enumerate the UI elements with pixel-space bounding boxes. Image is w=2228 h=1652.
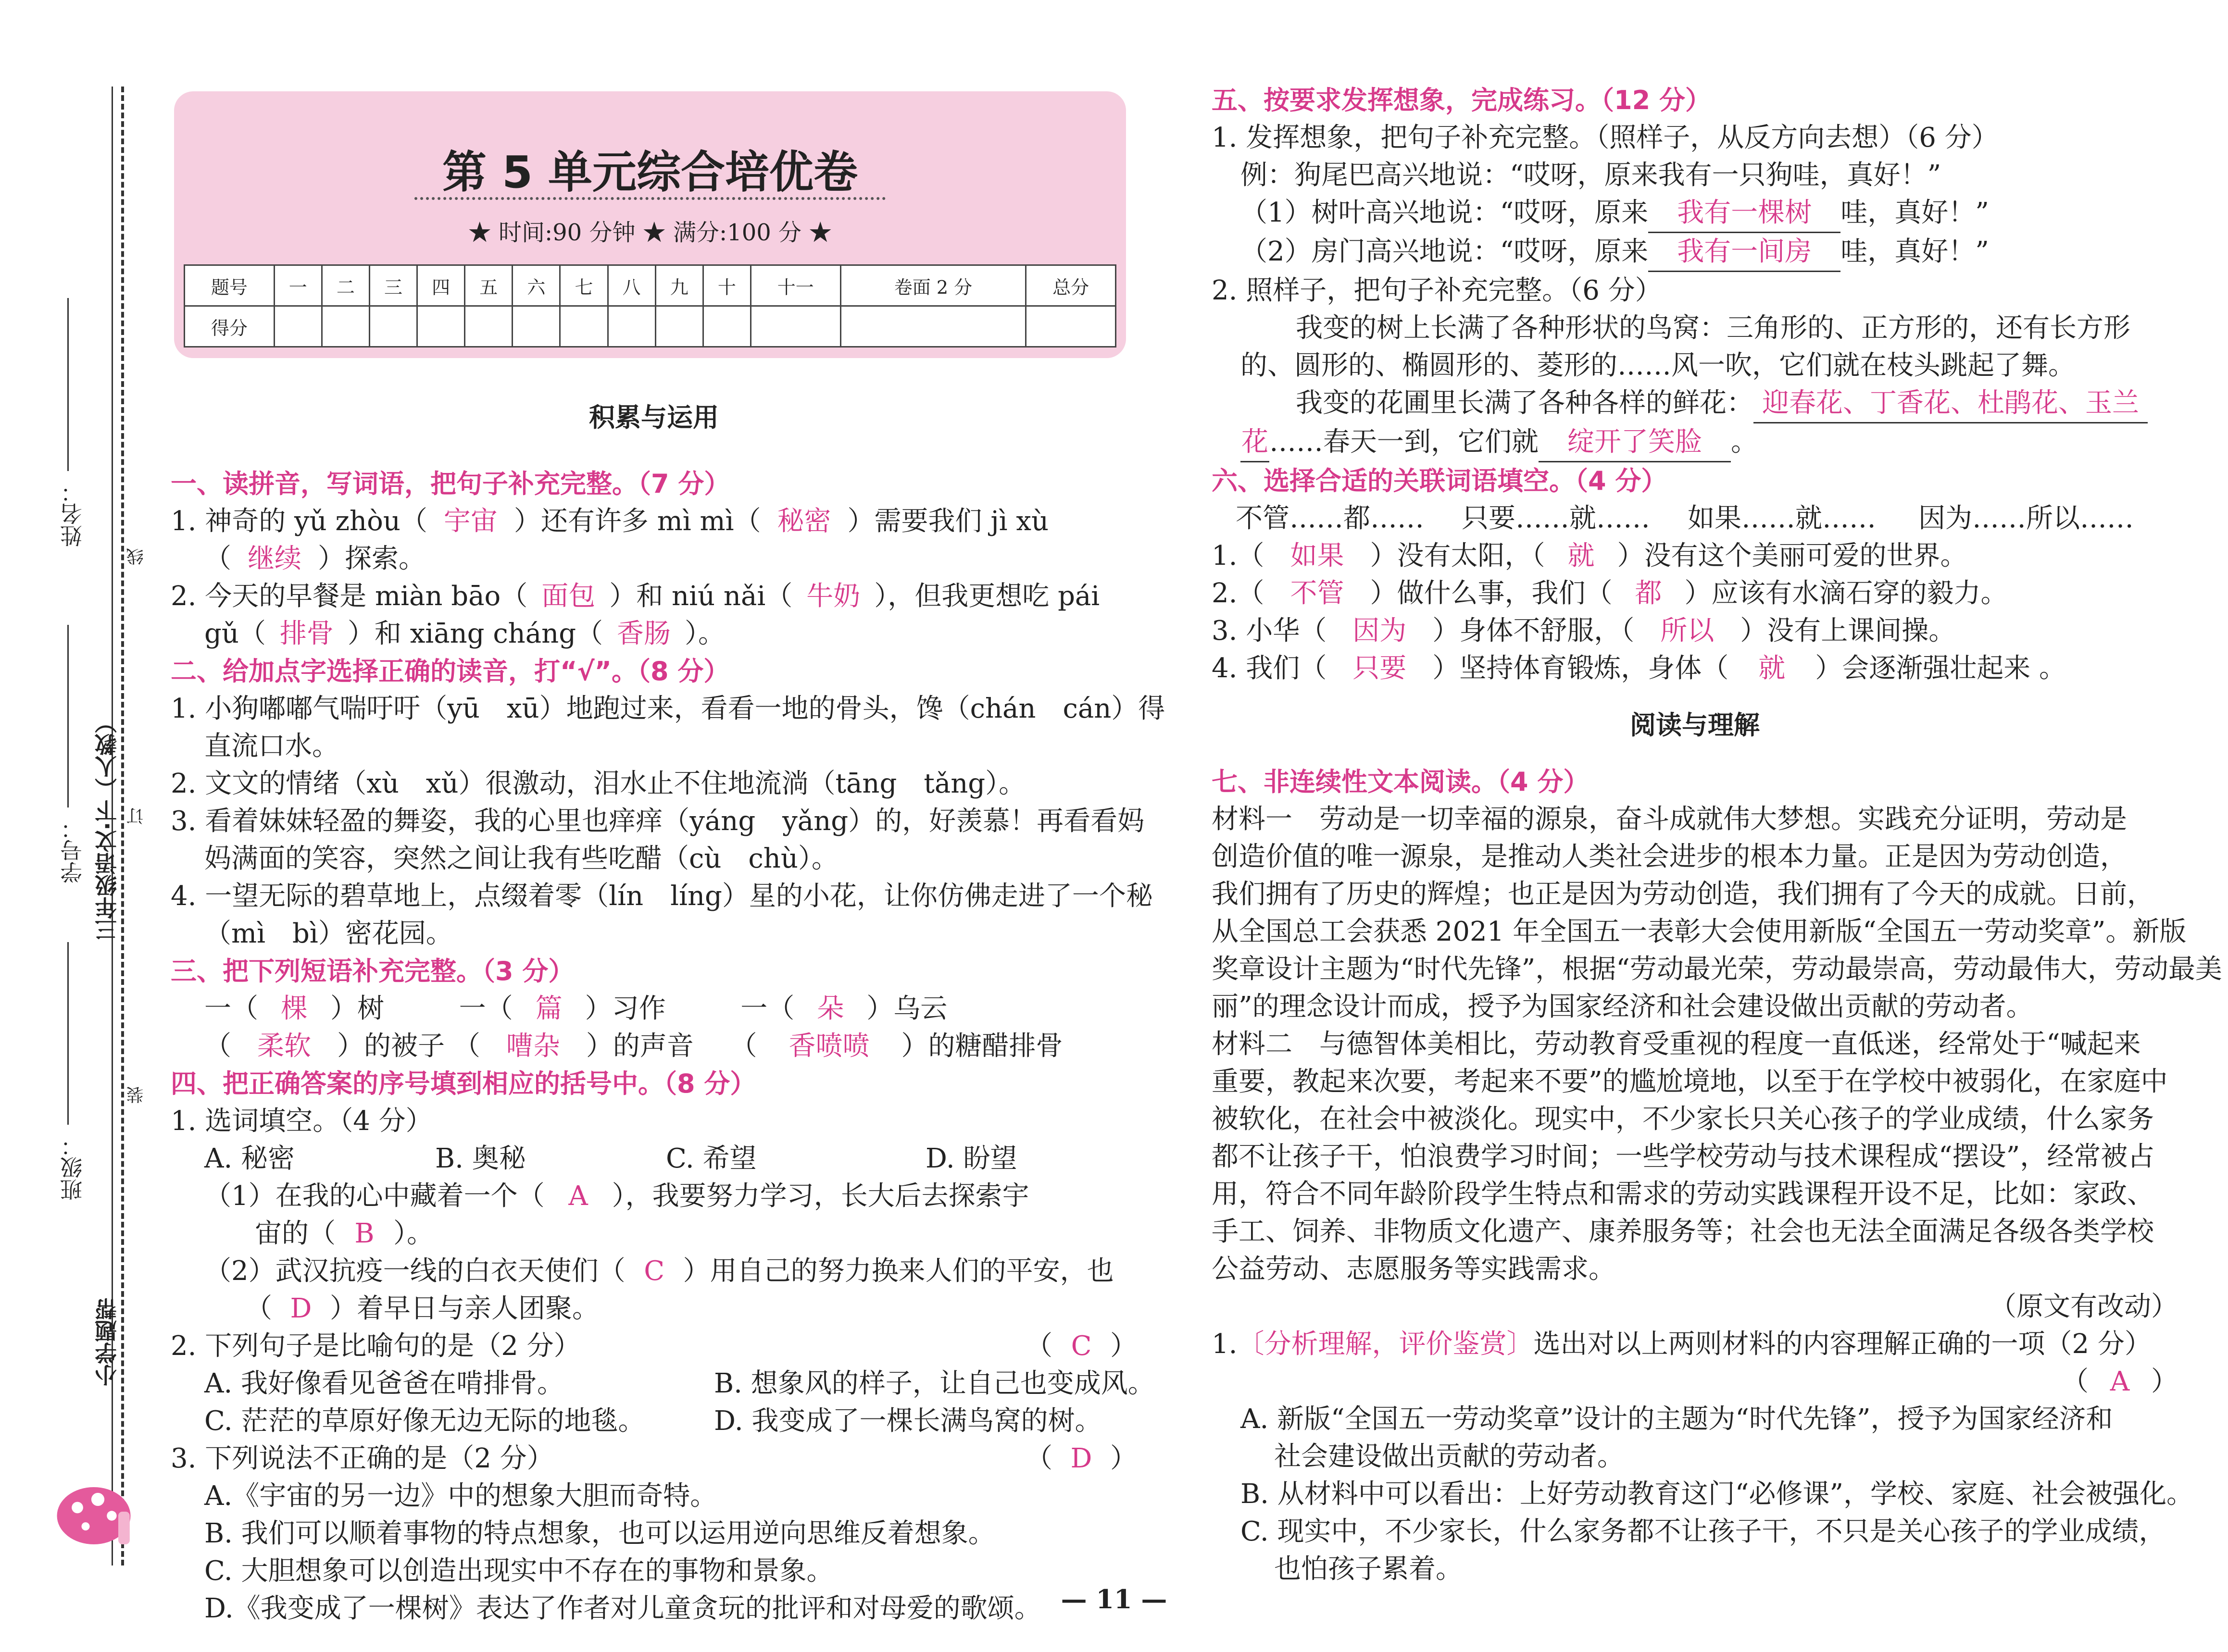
answer-text: 迎春花、丁香花、杜鹃花、玉兰 bbox=[1753, 385, 2148, 423]
option-text: A. 我好像看见爸爸在啃排骨。 bbox=[204, 1368, 564, 1399]
score-input[interactable] bbox=[513, 306, 560, 347]
q-text: 宙的（ bbox=[255, 1218, 336, 1249]
answer-text: 绽开了笑脸 bbox=[1539, 423, 1731, 462]
material-2-line: 被软化，在社会中被淡化。现实中，不少家长只关心孩子的学业成绩，什么家务 bbox=[1212, 1104, 2154, 1135]
q-text: ）应该有水滴石穿的毅力。 bbox=[1684, 578, 2008, 609]
q-text: ）做什么事，我们（ bbox=[1370, 578, 1613, 609]
q-text: ）的糖醋排骨 bbox=[901, 1031, 1063, 1062]
answer-text: 柔软 bbox=[257, 1031, 311, 1062]
q-text: ）还有许多 mì mì（ bbox=[513, 506, 761, 537]
answer-text: 如果 bbox=[1290, 540, 1344, 571]
q-text: 。 bbox=[1731, 426, 1758, 458]
s5-q1: 1. 发挥想象，把句子补充完整。（照样子，从反方向去想）（6 分） bbox=[1212, 122, 1999, 153]
s2-q2: 2. 文文的情绪（xù xǔ）很激动，泪水止不住地流淌（tāng tǎng）。 bbox=[171, 768, 1026, 799]
score-input[interactable] bbox=[417, 306, 465, 347]
q-text: 我变的花圃里长满了各种各样的鲜花： bbox=[1296, 387, 1753, 419]
material-2-line: 材料二 与德智体美相比，劳动教育受重视的程度一直低迷，经常处于“喊起来 bbox=[1212, 1029, 2141, 1060]
cut-mark-bind: 订 bbox=[126, 807, 146, 825]
material-1-line: 我们拥有了历史的辉煌；也正是因为劳动创造，我们拥有了今天的成就。日前， bbox=[1212, 879, 2154, 910]
s3-row-2 bbox=[171, 1028, 1137, 1065]
score-input[interactable] bbox=[560, 306, 608, 347]
q-text: （ bbox=[453, 1031, 480, 1062]
s5-q1-1 bbox=[1212, 194, 2178, 233]
s6-q4 bbox=[1212, 650, 2178, 687]
s5-para2-cont bbox=[1212, 423, 2178, 462]
q-text: ）没有上课间操。 bbox=[1740, 615, 1956, 646]
q-text: ）。 bbox=[685, 618, 726, 649]
skill-tag: 〔分析理解，评价鉴赏〕 bbox=[1237, 1329, 1534, 1360]
brand-label: 小学题帮 bbox=[94, 1298, 120, 1386]
material-2-line: 都不让孩子干，怕浪费学习时间；一些学校劳动与技术课程成“摆设”，经常被占 bbox=[1212, 1141, 2155, 1172]
answer-text: 面包 bbox=[541, 581, 596, 612]
score-cell: 八 bbox=[608, 265, 655, 306]
answer-text: 香肠 bbox=[617, 618, 671, 649]
material-2-line: 公益劳动、志愿服务等实践需求。 bbox=[1212, 1254, 1615, 1285]
q-text: （ bbox=[730, 1031, 757, 1062]
s1-q2-cont bbox=[171, 615, 1137, 653]
s2-q4: 4. 一望无际的碧草地上，点缀着零（lín líng）星的小花，让你仿佛走进了一个秘 bbox=[171, 881, 1153, 912]
s6-q2 bbox=[1212, 575, 2178, 612]
section-3-title: 三、把下列短语补充完整。（3 分） bbox=[171, 956, 575, 986]
class-line bbox=[67, 942, 69, 1125]
s7-q1 bbox=[1212, 1326, 2178, 1363]
s7-q1-answer: （ A ） bbox=[1212, 1363, 2178, 1401]
section-6-title: 六、选择合适的关联词语填空。（4 分） bbox=[1212, 466, 1667, 496]
q-text: （1）树叶高兴地说：“哎呀，原来 bbox=[1240, 197, 1649, 228]
s4-options bbox=[171, 1140, 1137, 1178]
answer-text: 继续 bbox=[248, 543, 301, 574]
s7-q1-c: C. 现实中，不少家长，什么家务都不让孩子干，不只是关心孩子的学业成绩， bbox=[1240, 1516, 2166, 1547]
answer-text: B bbox=[354, 1218, 375, 1249]
q-text: 一（ bbox=[459, 993, 513, 1024]
q-text: gǔ（ bbox=[204, 618, 266, 649]
score-table bbox=[184, 264, 1116, 348]
option-text: A. 秘密 bbox=[204, 1143, 295, 1174]
score-cell: 七 bbox=[560, 265, 608, 306]
title-divider bbox=[414, 197, 886, 200]
score-cell: 三 bbox=[369, 265, 417, 306]
score-input[interactable] bbox=[1026, 306, 1116, 347]
cut-mark-assemble: 装 bbox=[126, 1086, 146, 1104]
q-text: ）着早日与亲人团聚。 bbox=[330, 1293, 599, 1324]
q-text: ）会逐渐强壮起来 。 bbox=[1815, 653, 2066, 684]
s1-q1-cont bbox=[171, 540, 1137, 578]
q-text: ）习作 bbox=[585, 993, 666, 1024]
answer-text: 宇宙 bbox=[443, 506, 498, 537]
answer-text: 就 bbox=[1758, 653, 1786, 684]
q-text: 1.（ bbox=[1212, 540, 1264, 571]
score-cell: 九 bbox=[655, 265, 703, 306]
answer-text: 不管 bbox=[1290, 578, 1344, 609]
material-2-line: 用，符合不同年龄阶段学生特点和需求的劳动实践课程开设不足，比如：家政、 bbox=[1212, 1179, 2154, 1210]
q-text: ），我要努力学习，长大后去探索宇 bbox=[612, 1180, 1029, 1212]
q-text: 2.（ bbox=[1212, 578, 1264, 609]
q-text: ）和 xiāng cháng（ bbox=[347, 618, 603, 649]
s5-para2 bbox=[1212, 385, 2178, 423]
q-text: ）乌云 bbox=[866, 993, 948, 1024]
section-1-title: 一、读拼音，写词语，把句子补充完整。（7 分） bbox=[171, 469, 730, 499]
answer-text: 香喷喷 bbox=[789, 1031, 870, 1062]
option-text: D. 盼望 bbox=[926, 1143, 1017, 1174]
section-2-title: 二、给加点字选择正确的读音，打“√”。（8 分） bbox=[171, 656, 730, 686]
q-text: ……春天一到，它们就 bbox=[1269, 426, 1539, 458]
answer-text: D bbox=[290, 1293, 312, 1324]
s6-q1 bbox=[1212, 537, 2178, 575]
q-text: 哇，真好！” bbox=[1840, 197, 1989, 228]
answer-text: 排骨 bbox=[279, 618, 334, 649]
answer-text: 因为 bbox=[1352, 615, 1407, 646]
q-text: 1. 神奇的 yǔ zhòu（ bbox=[171, 506, 427, 537]
score-cell: 一 bbox=[274, 265, 322, 306]
answer-text: 棵 bbox=[281, 993, 308, 1024]
s6-q3 bbox=[1212, 612, 2178, 650]
cut-mark-line: 线 bbox=[126, 548, 146, 565]
binding-margin bbox=[0, 0, 149, 1652]
s2-q1: 1. 小狗嘟嘟气喘吁吁（yū xū）地跑过来，看看一地的骨头，馋（chán cán）得 bbox=[171, 693, 1165, 724]
q-text: ）用自己的努力换来人们的平安，也 bbox=[683, 1255, 1114, 1287]
q-text: ）的声音 bbox=[586, 1031, 694, 1062]
word-option: 不管……都…… bbox=[1236, 503, 1424, 534]
name-label: 姓名： bbox=[60, 481, 86, 547]
score-cell: 十 bbox=[703, 265, 751, 306]
q-text: 4. 我们（ bbox=[1212, 653, 1327, 684]
s4-q1-2 bbox=[171, 1253, 1137, 1290]
s2-q3-cont: 妈满面的笑容，突然之间让我有些吃醋（cù chù）。 bbox=[204, 843, 839, 874]
section-5-title: 五、按要求发挥想象，完成练习。（12 分） bbox=[1212, 85, 1711, 115]
exam-header bbox=[174, 91, 1126, 358]
s7-q1-b: B. 从材料中可以看出：上好劳动教育这门“必修课”，学校、家庭、社会被强化。 bbox=[1240, 1478, 2194, 1510]
option-text: D. 我变成了一棵长满鸟窝的树。 bbox=[714, 1405, 1102, 1437]
answer-text: A bbox=[2110, 1366, 2130, 1397]
q-text: ）没有这个美丽可爱的世界。 bbox=[1617, 540, 1967, 571]
q-text: ）需要我们 jì xù bbox=[847, 506, 1049, 537]
answer-text: 秘密 bbox=[777, 506, 831, 537]
score-input[interactable] bbox=[274, 306, 322, 347]
score-table-score-row bbox=[185, 306, 1116, 347]
class-label: 班级： bbox=[60, 1134, 86, 1201]
score-input[interactable] bbox=[840, 306, 1026, 347]
answer-text: 我有一间房 bbox=[1648, 233, 1840, 272]
s4-q3-b: B. 我们可以顺着事物的特点想象，也可以运用逆向思维反着想象。 bbox=[204, 1518, 995, 1549]
word-option: 只要……就…… bbox=[1462, 503, 1650, 534]
material-2-line: 手工、饲养、非物质文化遗产、康养服务等；社会也无法全面满足各级各类学校 bbox=[1212, 1216, 2154, 1247]
score-cell: 卷面 2 分 bbox=[840, 265, 1026, 306]
part-title-accumulate: 积累与运用 bbox=[589, 402, 719, 433]
score-input[interactable] bbox=[608, 306, 655, 347]
answer-text: 嘈杂 bbox=[506, 1031, 560, 1062]
word-option: 因为……所以…… bbox=[1918, 503, 2134, 534]
s5-example: 例：狗尾巴高兴地说：“哎呀，原来我有一只狗哇，真好！” bbox=[1240, 160, 1941, 191]
page-number: — 11 — bbox=[1061, 1584, 1167, 1615]
s4-q3: 3. 下列说法不正确的是（2 分） （ D ） bbox=[171, 1440, 1137, 1478]
q-text: （ bbox=[245, 1293, 272, 1324]
s7-q1-c-cont: 也怕孩子累着。 bbox=[1274, 1553, 1463, 1585]
q-text: ）身体不舒服，（ bbox=[1432, 615, 1635, 646]
q-text: ）没有太阳，（ bbox=[1370, 540, 1545, 571]
answer-text: A bbox=[568, 1180, 588, 1212]
option-text: B. 奥秘 bbox=[435, 1143, 526, 1174]
material-2-line: 重要，教起来次要，考起来不要”的尴尬境地，以至于在学校中被弱化，在家庭中 bbox=[1212, 1066, 2168, 1097]
s7-q1-a-cont: 社会建设做出贡献的劳动者。 bbox=[1274, 1441, 1624, 1472]
answer-text: C bbox=[1071, 1330, 1092, 1362]
material-1-line: 从全国总工会获悉 2021 年全国五一表彰大会使用新版“全国五一劳动奖章”。新版 bbox=[1212, 916, 2187, 947]
s4-q3-a: A.《宇宙的另一边》中的想象大胆而奇特。 bbox=[204, 1480, 717, 1512]
q-text: 一（ bbox=[740, 993, 795, 1024]
s4-q3-c: C. 大胆想象可以创造出现实中不存在的事物和景象。 bbox=[204, 1555, 834, 1587]
option-text: B. 想象风的样子，让自己也变成风。 bbox=[714, 1368, 1155, 1399]
s4-q2-ab bbox=[171, 1365, 1155, 1403]
s4-q1: 1. 选词填空。（4 分） bbox=[171, 1105, 433, 1137]
score-cell: 题号 bbox=[185, 265, 275, 306]
section-4-title: 四、把正确答案的序号填到相应的括号中。（8 分） bbox=[171, 1068, 756, 1099]
s2-q1-cont: 直流口水。 bbox=[204, 731, 339, 762]
q-text: （ bbox=[204, 543, 231, 574]
q-text: 一（ bbox=[204, 993, 258, 1024]
score-input[interactable] bbox=[322, 306, 369, 347]
s4-q3-d: D.《我变成了一棵树》表达了作者对儿童贪玩的批评和对母爱的歌颂。 bbox=[204, 1593, 1041, 1624]
q-text: 3. 下列说法不正确的是（2 分） bbox=[171, 1443, 554, 1474]
s4-q2-cd bbox=[171, 1403, 1137, 1440]
q-text: （2）武汉抗疫一线的白衣天使们（ bbox=[204, 1255, 626, 1287]
answer-text: 所以 bbox=[1660, 615, 1715, 646]
right-column bbox=[1212, 82, 2222, 1588]
answer-text: 篇 bbox=[535, 993, 563, 1024]
score-cell: 四 bbox=[417, 265, 465, 306]
q-text: （2）房门高兴地说：“哎呀，原来 bbox=[1240, 236, 1649, 267]
score-cell: 总分 bbox=[1026, 265, 1116, 306]
score-input[interactable] bbox=[369, 306, 417, 347]
s6-word-bank bbox=[1212, 500, 2178, 537]
score-input[interactable] bbox=[655, 306, 703, 347]
q-text: （1）在我的心中藏着一个（ bbox=[204, 1180, 545, 1212]
word-option: 如果……就…… bbox=[1688, 503, 1876, 534]
q-text: ）坚持体育锻炼，身体（ bbox=[1432, 653, 1729, 684]
s5-q1-2 bbox=[1212, 233, 2178, 272]
q-text: ）。 bbox=[393, 1218, 434, 1249]
section-7-title: 七、非连续性文本阅读。（4 分） bbox=[1212, 767, 1590, 797]
option-text: C. 茫茫的草原好像无边无际的地毯。 bbox=[204, 1405, 645, 1437]
answer-text: 朵 bbox=[817, 993, 844, 1024]
s7-q1-a: A. 新版“全国五一劳动奖章”设计的主题为“时代先锋”，授予为国家经济和 bbox=[1240, 1404, 2113, 1435]
q-number: 1. bbox=[1212, 1329, 1238, 1360]
q-text: ），但我更想吃 pái bbox=[874, 581, 1100, 612]
answer-text: 就 bbox=[1567, 540, 1595, 571]
part-title-reading: 阅读与理解 bbox=[1630, 710, 1760, 740]
mushroom-logo-icon bbox=[53, 1471, 135, 1553]
answer-text: 花 bbox=[1240, 423, 1269, 462]
answer-text: 牛奶 bbox=[806, 581, 861, 612]
answer-text: 只要 bbox=[1352, 653, 1407, 684]
q-text: ）树 bbox=[330, 993, 384, 1024]
option-text: C. 希望 bbox=[666, 1143, 757, 1174]
score-input[interactable] bbox=[751, 306, 840, 347]
material-1-line: 丽”的理念设计而成，授予为国家经济和社会建设做出贡献的劳动者。 bbox=[1212, 991, 2033, 1022]
q-text: 哇，真好！” bbox=[1840, 236, 1989, 267]
q-text: 3. 小华（ bbox=[1212, 615, 1327, 646]
exam-subtitle: ★ 时间:90 分钟 ★ 满分:100 分 ★ bbox=[468, 219, 832, 246]
q-text: 2. 下列句子是比喻句的是（2 分） bbox=[171, 1330, 581, 1362]
q-text: ）探索。 bbox=[318, 543, 426, 574]
s3-row-1 bbox=[171, 990, 1137, 1028]
q-text: ）和 niú nǎi（ bbox=[609, 581, 793, 612]
source-note: （原文有改动） bbox=[1990, 1291, 2178, 1322]
answer-text: 我有一棵树 bbox=[1648, 194, 1840, 233]
q-text: （ bbox=[204, 1031, 231, 1062]
s4-q1-1 bbox=[171, 1178, 1137, 1215]
s5-para1-cont: 的、圆形的、椭圆形的、菱形的……风一吹，它们就在枝头跳起了舞。 bbox=[1240, 350, 2075, 381]
q-text: 选出对以上两则材料的内容理解正确的一项（2 分） bbox=[1533, 1329, 2152, 1360]
s2-q4-cont: （mì bì）密花园。 bbox=[204, 918, 453, 949]
score-cell: 二 bbox=[322, 265, 369, 306]
q-text: ）的被子 bbox=[337, 1031, 445, 1062]
s5-para1: 我变的树上长满了各种形状的鸟窝：三角形的、正方形的，还有长方形 bbox=[1296, 312, 2130, 344]
q-text: 2. 今天的早餐是 miàn bāo（ bbox=[171, 581, 528, 612]
s4-q1-2-cont bbox=[171, 1290, 1137, 1328]
exam-title: 第 5 单元综合培优卷 bbox=[442, 147, 858, 198]
id-line bbox=[67, 625, 69, 807]
s1-q1 bbox=[171, 503, 1137, 540]
answer-text: C bbox=[644, 1255, 665, 1287]
id-label: 学号： bbox=[60, 817, 86, 883]
score-input[interactable] bbox=[703, 306, 751, 347]
s4-q1-1-cont bbox=[171, 1215, 1137, 1253]
s4-q2: 2. 下列句子是比喻句的是（2 分） （ C ） bbox=[171, 1328, 1137, 1365]
s1-q2 bbox=[171, 578, 1137, 615]
score-table-header-row bbox=[185, 265, 1116, 306]
material-1-line: 创造价值的唯一源泉，是推动人类社会进步的根本力量。正是因为劳动创造， bbox=[1212, 841, 2127, 872]
answer-text: D bbox=[1070, 1443, 1092, 1474]
score-cell: 六 bbox=[513, 265, 560, 306]
s5-q2: 2. 照样子，把句子补充完整。（6 分） bbox=[1212, 275, 1662, 306]
score-cell: 五 bbox=[465, 265, 513, 306]
answer-text: 都 bbox=[1635, 578, 1662, 609]
left-column bbox=[171, 399, 1165, 1627]
score-row-label: 得分 bbox=[185, 306, 275, 347]
name-line bbox=[67, 298, 69, 471]
book-label: 三年级语文·下（人教） bbox=[94, 711, 120, 941]
material-1-line: 奖章设计主题为“时代先锋”，根据“劳动最光荣，劳动最崇高，劳动最伟大，劳动最美 bbox=[1212, 954, 2222, 985]
score-cell: 十一 bbox=[751, 265, 840, 306]
score-input[interactable] bbox=[465, 306, 513, 347]
s2-q3: 3. 看着妹妹轻盈的舞姿，我的心里也痒痒（yáng yǎng）的，好羡慕！再看看妈 bbox=[171, 806, 1145, 837]
material-1-line: 材料一 劳动是一切幸福的源泉，奋斗成就伟大梦想。实践充分证明，劳动是 bbox=[1212, 804, 2127, 835]
